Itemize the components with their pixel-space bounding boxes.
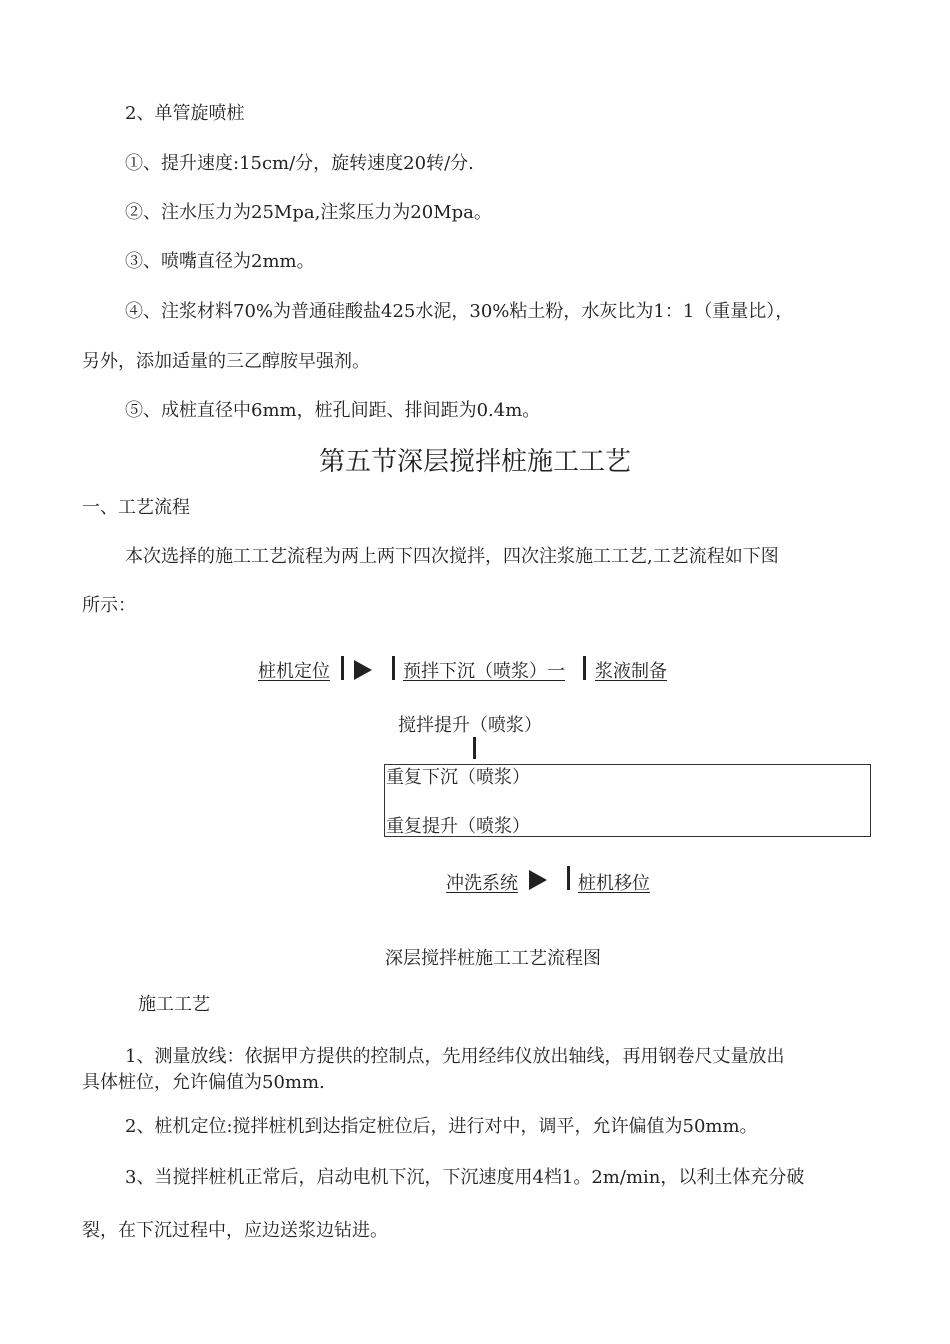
step-2-positioning: 2、桩机定位:搅拌桩机到达指定桩位后，进行对中，调平，允许偏值为50mm。 [125, 1116, 758, 1137]
step-mix-lift: 搅拌提升（喷浆） [398, 715, 542, 736]
param-item-2: ②、注水压力为25Mpa,注浆压力为20Mpa。 [125, 202, 492, 223]
connector-bar [583, 656, 586, 680]
step-3-sinking: 3、当搅拌桩机正常后，启动电机下沉，下沉速度用4档1。2m/min，以利土体充分破 [125, 1167, 805, 1188]
step-flush-system: 冲洗系统 [446, 873, 518, 894]
process-intro: 本次选择的施工工艺流程为两上两下四次搅拌，四次注浆施工工艺,工艺流程如下图 [125, 546, 779, 567]
step-1-survey-cont: 具体桩位，允许偏值为50mm. [82, 1072, 325, 1093]
arrow-right-icon [354, 660, 372, 680]
step-pre-mix-sink: 预拌下沉（喷浆）一 [403, 661, 565, 682]
process-intro-cont: 所示： [82, 595, 136, 616]
connector-bar [473, 737, 476, 759]
step-pile-move: 桩机移位 [578, 873, 650, 894]
step-pile-positioning: 桩机定位 [258, 661, 330, 682]
section-title: 2、单管旋喷桩 [125, 103, 245, 124]
param-item-1: ①、提升速度:15cm/分，旋转速度20转/分. [125, 153, 474, 174]
step-1-survey: 1、测量放线：依据甲方提供的控制点，先用经纬仪放出轴线，再用钢卷尺丈量放出 [125, 1046, 785, 1067]
section-heading: 第五节深层搅拌桩施工工艺 [318, 447, 631, 477]
repeat-steps-box [384, 764, 871, 837]
step-repeat-lift: 重复提升（喷浆） [386, 816, 530, 837]
process-title: 一、工艺流程 [82, 497, 190, 518]
step-slurry-prep: 浆液制备 [595, 661, 667, 682]
param-item-4-cont: 另外，添加适量的三乙醇胺早强剂。 [82, 351, 370, 372]
connector-bar [567, 866, 570, 890]
connector-bar [341, 656, 344, 680]
param-item-3: ③、喷嘴直径为2mm。 [125, 251, 315, 272]
arrow-right-icon [529, 870, 547, 890]
connector-bar [392, 656, 395, 680]
step-3-sinking-cont: 裂，在下沉过程中，应边送浆边钻进。 [82, 1220, 388, 1241]
flowchart-caption: 深层搅拌桩施工工艺流程图 [385, 948, 601, 969]
param-item-4: ④、注浆材料70%为普通硅酸盐425水泥，30%粘土粉，水灰比为1：1（重量比）， [125, 301, 794, 322]
construction-title: 施工工艺 [138, 994, 210, 1015]
step-repeat-sink: 重复下沉（喷浆） [386, 767, 530, 788]
param-item-5: ⑤、成桩直径中6mm，桩孔间距、排间距为0.4m。 [125, 400, 541, 421]
